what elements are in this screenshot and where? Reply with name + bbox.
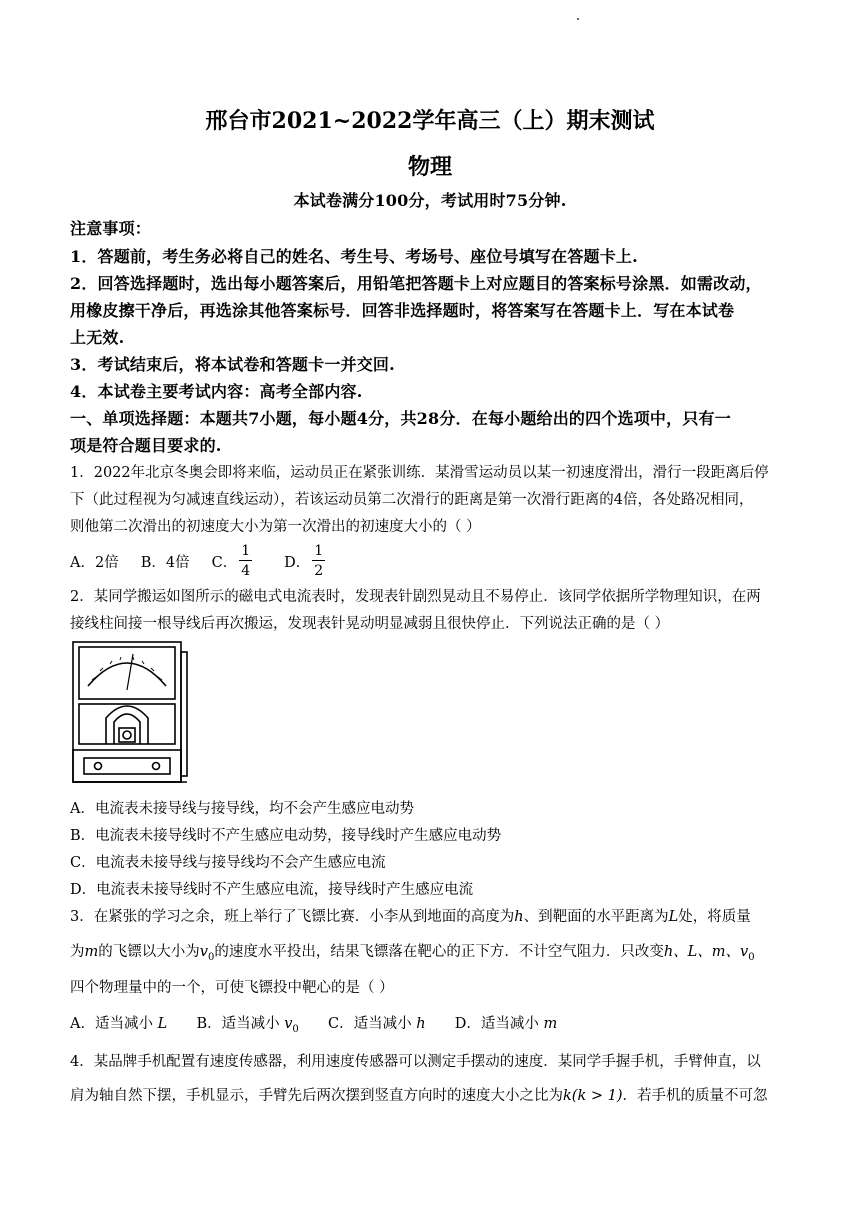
- scan-speck: [577, 18, 579, 20]
- note-2-line-3: 上无效.: [70, 328, 125, 347]
- q2-option-b: B．电流表未接导线时不产生感应电动势，接导线时产生感应电动势: [70, 828, 502, 844]
- q2-option-d: D．电流表未接导线时不产生感应电流，接导线时产生感应电流: [70, 882, 474, 898]
- q4-line-1: 4．某品牌手机配置有速度传感器，利用速度传感器可以测定手摆动的速度．某同学手握手机，手臂伸直，以: [70, 1054, 761, 1070]
- q3-options: [70, 1012, 557, 1035]
- q1-option-d-fraction: $\frac{1}{2}$: [314, 543, 324, 579]
- q1-option-c: C．: [211, 554, 238, 571]
- q2-line-2: 接线柱间接一根导线后再次搬运，发现表针晃动明显减弱且很快停止．下列说法正确的是（ ）: [70, 616, 670, 632]
- note-2-line-2: 用橡皮擦干净后，再选涂其他答案标号．回答非选择题时，将答案写在答题卡上．写在本试卷: [70, 301, 735, 320]
- note-2-line-1: 2．回答选择题时，选出每小题答案后，用铅笔把答题卡上对应题目的答案标号涂黑．如需改动，: [70, 274, 762, 293]
- subject-title: 物理: [407, 154, 452, 180]
- q1-line-2: 下（此过程视为匀减速直线运动），若该运动员第二次滑行的距离是第一次滑行距离的4倍，各处路况相同，: [70, 492, 754, 508]
- q2-option-c: C．电流表未接导线与接导线均不会产生感应电流: [70, 855, 386, 871]
- q3-option-a: A．适当减小 L: [70, 1016, 168, 1032]
- q1-option-c-fraction: $\frac{1}{4}$: [241, 543, 251, 579]
- note-4: 4．本试卷主要考试内容：高考全部内容.: [70, 382, 363, 401]
- q2-line-1: 2．某同学搬运如图所示的磁电式电流表时，发现表针剧烈晃动且不易停止．该同学依据所学物理知识，在两: [70, 589, 761, 605]
- q1-option-a: A．2倍: [70, 554, 119, 571]
- section-1-line-1: 一、单项选择题：本题共7小题，每小题4分，共28分．在每小题给出的四个选项中，只有一: [70, 409, 731, 428]
- exam-title: 邢台市2021~2022学年高三（上）期末测试: [205, 108, 655, 134]
- q1-options: [70, 541, 327, 581]
- q4-line-2: 肩为轴自然下摆，手机显示，手臂先后两次摆到竖直方向时的速度大小之比为k(k > 1)．若手机的质量不可忽: [70, 1088, 768, 1104]
- q1-line-1: 1．2022年北京冬奥会即将来临，运动员正在紧张训练．某滑雪运动员以某一初速度滑出，滑行一段距离后停: [70, 465, 769, 481]
- exam-info: 本试卷满分100分，考试用时75分钟.: [293, 191, 567, 210]
- q1-option-b: B．4倍: [140, 554, 190, 571]
- note-1: 1．答题前，考生务必将自己的姓名、考生号、考场号、座位号填写在答题卡上.: [70, 247, 638, 266]
- q3-line-3: 四个物理量中的一个，可使飞镖投中靶心的是（ ）: [70, 980, 394, 996]
- q1-line-3: 则他第二次滑出的初速度大小为第一次滑出的初速度大小的（ ）: [70, 519, 481, 535]
- q3-option-d: D．适当减小 m: [454, 1016, 558, 1032]
- q3-line-1: 3．在紧张的学习之余，班上举行了飞镖比赛．小李从到地面的高度为h、到靶面的水平距离为L处，将质量: [70, 909, 751, 925]
- q1-option-d: D．: [284, 554, 311, 571]
- q3-option-c: C．适当减小 h: [328, 1016, 426, 1032]
- q2-option-a: A．电流表未接导线与接导线，均不会产生感应电动势: [70, 801, 414, 817]
- notes-heading: 注意事项：: [70, 219, 152, 238]
- q3-line-2: 为m的飞镖以大小为$v_0$的速度水平投出，结果飞镖落在靶心的正下方．不计空气阻力．只改变h、L、m、$v_0$: [70, 944, 755, 963]
- note-3: 3．考试结束后，将本试卷和答题卡一并交回.: [70, 355, 395, 374]
- galvanometer-figure: [70, 638, 190, 788]
- section-1-line-2: 项是符合题目要求的.: [70, 436, 222, 455]
- q3-option-b: B．适当减小 $v_0$: [196, 1016, 299, 1035]
